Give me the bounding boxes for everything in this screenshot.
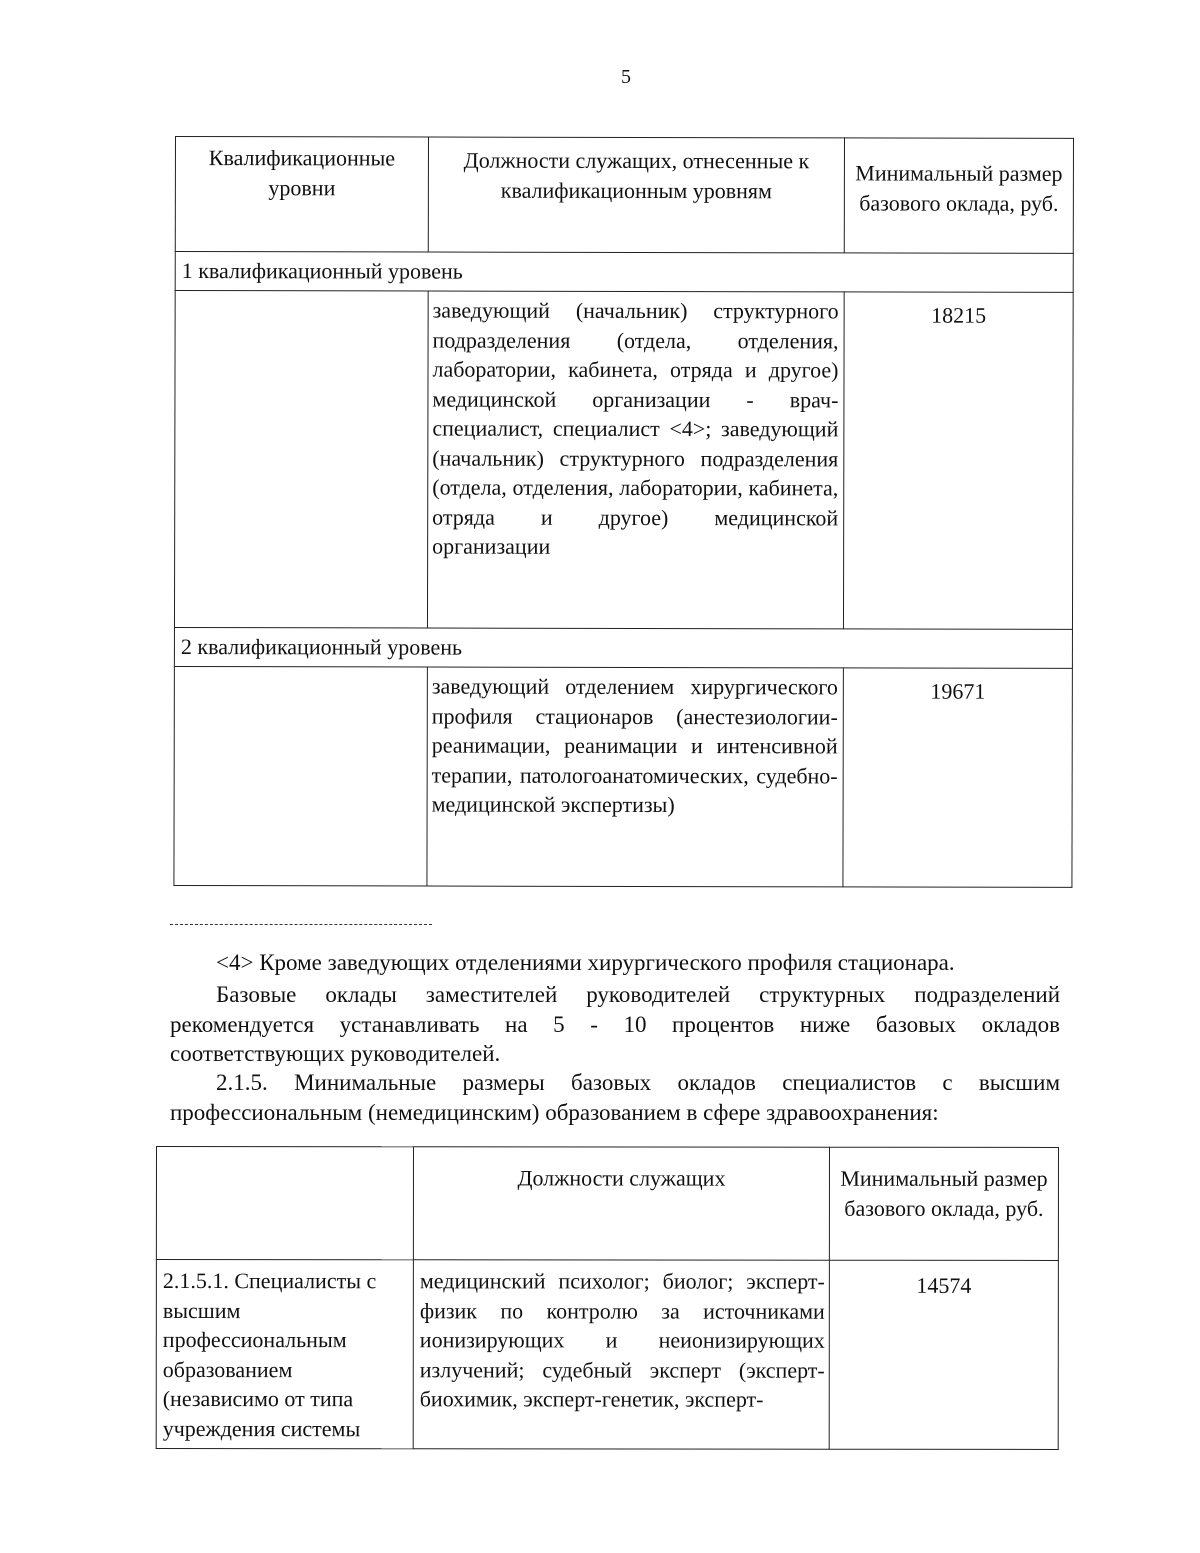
paragraph-section-2-1-5 <box>170 1068 1060 1127</box>
paragraph-text: 2.1.5. Минимальные размеры базовых окладов специалистов с высшим профессиональным (немедицинским) образованием в сфере здравоохранения: <box>170 1070 1060 1125</box>
header-positions: Должности служащих, отнесенные к квалификационным уровням <box>428 137 844 253</box>
empty-cell <box>174 291 428 629</box>
category-cell: 2.1.5.1. Специалисты с высшим профессиональным образованием (независимо от типа учреждения системы <box>156 1260 413 1449</box>
header-category <box>156 1147 413 1260</box>
footnote <box>170 948 1060 978</box>
positions-cell-2: заведующий отделением хирургического профиля стационаров (анестезиологии-реанимации, реанимации и интенсивной терапии, патологоанатомических, судебно-медицинской экспертизы) <box>427 667 843 887</box>
table-row <box>174 666 1072 887</box>
header-min-salary: Минимальный размер базового оклада, руб. <box>829 1147 1058 1260</box>
table-header-row <box>156 1147 1058 1261</box>
amount-cell: 14574 <box>829 1260 1058 1449</box>
table-row <box>156 1260 1058 1450</box>
level-row <box>175 252 1073 293</box>
amount-cell-2: 19671 <box>843 668 1072 887</box>
footnote-text: <4> Кроме заведующих отделениями хирургического профиля стационара. <box>216 950 955 975</box>
header-min-salary: Минимальный размер базового оклада, руб. <box>844 138 1073 253</box>
amount-cell-1: 18215 <box>843 292 1073 629</box>
table-header-row <box>175 137 1073 254</box>
table-row <box>174 291 1073 630</box>
footnote-divider <box>170 924 432 925</box>
positions-cell-1: заведующий (начальник) структурного подразделения (отдела, отделения, лаборатории, кабинета, отряда и другое) медицинской организации - врач-специалист, специалист <4>; заведующий (начальник) структурного подразделения (отдела, отделения, лаборатории, кабинета, отряда и другое) медицинской организации <box>427 291 844 629</box>
paragraph-deputy-salaries <box>170 980 1060 1069</box>
page-number: 5 <box>621 66 631 88</box>
empty-cell <box>174 666 427 886</box>
paragraph-text: Базовые оклады заместителей руководителей структурных подразделений рекомендуется устанавливать на 5 - 10 процентов ниже базовых окладов соответствующих руководителей. <box>170 982 1060 1066</box>
qualification-levels-table <box>173 136 1074 888</box>
level-row <box>174 627 1072 668</box>
level-title-2: 2 квалификационный уровень <box>174 627 1072 668</box>
positions-cell: медицинский психолог; биолог; эксперт-физик по контролю за источниками ионизирующих и неионизирующих излучений; судебный эксперт (эксперт-биохимик, эксперт-генетик, эксперт- <box>413 1260 829 1449</box>
level-title-1: 1 квалификационный уровень <box>175 252 1073 293</box>
specialists-salary-table <box>156 1146 1059 1450</box>
header-positions: Должности служащих <box>413 1147 829 1260</box>
header-qualification-levels: Квалификационные уровни <box>175 137 428 253</box>
